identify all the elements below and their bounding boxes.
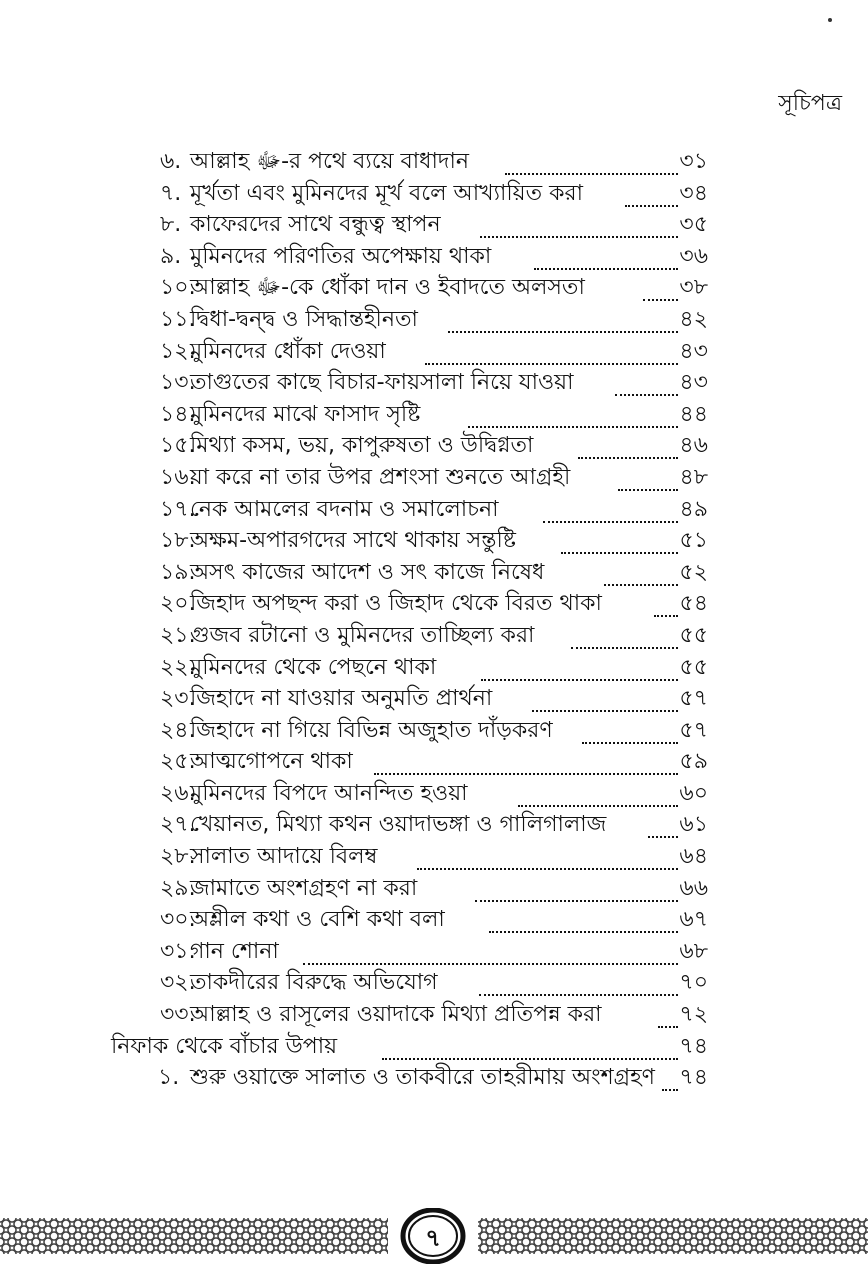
toc-entry [0,430,868,462]
toc-entry-number: ৩০. [160,907,196,933]
toc-entry [0,904,868,936]
toc-entry-title: আল্লাহ ও রাসূলের ওয়াদাকে মিথ্যা প্রতিপন্ন করা [190,1002,602,1028]
toc-entry [0,746,868,778]
toc-entry [0,178,868,210]
dot-leader [479,994,678,996]
toc-entry-number: ২৬. [160,780,196,806]
toc-entry-number: ১৮. [160,528,196,554]
toc-entry-title: খেয়ানত, মিথ্যা কথন ওয়াদাভঙ্গা ও গালিগালাজ [190,812,607,838]
toc-entry [0,209,868,241]
toc-entry-number: ৬. [160,149,182,174]
toc-entry-number: ১৯. [160,559,196,585]
toc-entry-number: ২৮. [160,844,196,870]
footer-ornament [0,1208,868,1260]
toc-entry-title: অসৎ কাজের আদেশ ও সৎ কাজে নিষেধ [190,559,545,585]
toc-entry-title: সালাত আদায়ে বিলম্ব [190,844,378,870]
dot-leader [480,236,678,238]
toc-entry-title: দ্বিধা-দ্বন্দ্ব ও সিদ্ধান্তহীনতা [190,306,418,332]
toc-entry-page: ৪৮ [679,464,708,490]
toc-entry-title: নেক আমলের বদনাম ও সমালোচনা [190,496,499,522]
toc-entry-page: ৭০ [679,970,708,996]
toc-entry [0,588,868,620]
toc-entry-title: তাকদীরের বিরুদ্ধে অভিযোগ [190,970,438,996]
toc-entry-title: যা করে না তার উপর প্রশংসা শুনতে আগ্রহী [190,464,571,490]
toc-entry [0,936,868,968]
toc-entry-title: নিফাক থেকে বাঁচার উপায় [111,1033,338,1059]
toc-entry-title: মূর্খতা এবং মুমিনদের মূর্খ বলে আখ্যায়িত করা [190,180,583,206]
dot-leader [303,963,678,965]
toc-entry-number: ১৫. [160,433,196,459]
toc-entry [0,967,868,999]
toc-entry-page: ৫৫ [679,622,708,648]
dot-leader [425,363,678,365]
toc-entry-number: ১৩. [160,370,196,396]
toc-entry [0,841,868,873]
dot-leader [654,615,678,617]
toc-entry-page: ৭৪ [679,1033,708,1059]
toc-entry-page: ৩৬ [679,243,708,269]
dot-leader [578,457,678,459]
toc-entry-number: ৯. [160,243,182,269]
toc-entry-number: ২৯. [160,875,196,901]
dot-leader [374,773,678,775]
toc-entry-number: ৮. [160,212,182,238]
toc-entry-page: ৫৭ [679,686,708,712]
toc-entry-page: ৩৪ [679,180,708,206]
toc-entry-number: ২০. [160,591,196,617]
toc-entry-title: জামাতে অংশগ্রহণ না করা [190,875,418,901]
page-number: ৭ [425,1224,441,1252]
toc-entry-title: আল্লাহ ﷻ-কে ধোঁকা দান ও ইবাদতে অলসতা [190,275,585,301]
toc-entry-page: ৬১ [679,812,708,838]
toc-entry-page: ৫১ [679,528,708,554]
toc-entry [0,652,868,684]
toc-entry [0,778,868,810]
toc-entry-number: ২২. [160,654,196,680]
dot-leader [604,584,678,586]
dot-leader [532,710,678,712]
toc-entry [0,272,868,304]
page-number-medallion [400,1208,466,1264]
dot-leader [543,521,678,523]
toc-entry [0,1062,868,1094]
ornament-pattern-right [478,1218,868,1254]
toc-entry-number: ১. [158,1065,180,1091]
dot-leader [382,1058,678,1060]
dot-leader [534,268,678,270]
toc-entry [0,620,868,652]
toc-entry-title: কাফেরদের সাথে বন্ধুত্ব স্থাপন [190,212,441,238]
toc-entry-number: ১২. [160,338,196,364]
toc-entry-page: ৭৪ [679,1065,708,1091]
dot-leader [481,679,678,681]
dot-leader [618,489,678,491]
dot-leader [489,931,678,933]
toc-entry-number: ২৩. [160,686,196,712]
toc-entry-title: মুমিনদের মাঝে ফাসাদ সৃষ্টি [190,401,421,427]
toc-entry-page: ৫৭ [679,717,708,743]
toc-entry-number: ৩৩. [160,1002,196,1028]
toc-entry-title: শুরু ওয়াক্তে সালাত ও তাকবীরে তাহরীমায় অংশগ্রহণ [190,1065,655,1091]
toc-entry-page: ৫৪ [679,591,708,617]
toc-entry-title: আল্লাহ ﷻ-র পথে ব্যয়ে বাধাদান [190,149,469,174]
toc-entry-number: ১৬. [160,464,196,490]
toc-entry-number: ২৭. [160,812,196,838]
dot-leader [615,394,678,396]
toc-entry-page: ৭২ [679,1002,708,1028]
toc-entry-number: ১৭. [160,496,196,522]
toc-entry-title: তাগুতের কাছে বিচার-ফায়সালা নিয়ে যাওয়া [190,370,574,396]
toc-entry [0,809,868,841]
toc-entry-title: অক্ষম-অপারগদের সাথে থাকায় সন্তুষ্টি [190,528,516,554]
toc-entry-page: ৩৮ [679,275,708,301]
toc-entry-page: ৪৪ [679,401,708,427]
toc-entry-number: ১১. [160,306,196,332]
dot-leader [658,1026,678,1028]
toc-entry [0,241,868,273]
toc-entry-page: ৬৪ [679,844,708,870]
dot-leader [643,299,678,301]
toc-entry [0,494,868,526]
dot-leader [468,426,678,428]
toc-entry [0,715,868,747]
table-of-contents [0,146,868,1094]
toc-entry [0,999,868,1031]
toc-entry [0,683,868,715]
toc-entry [0,146,868,178]
dot-leader [662,1089,678,1091]
toc-entry-number: ২৪. [160,717,196,743]
toc-entry-page: ৫২ [679,559,708,585]
toc-entry [0,557,868,589]
toc-entry-page: ৪২ [679,306,708,332]
toc-entry-page: ৬০ [679,780,708,806]
dot-leader [417,868,678,870]
toc-entry-title: গান শোনা [190,938,279,964]
toc-entry-page: ৪৬ [679,433,708,459]
toc-entry-title: মুমিনদের বিপদে আনন্দিত হওয়া [190,780,468,806]
toc-entry-title: মিথ্যা কসম, ভয়, কাপুরুষতা ও উদ্বিগ্নতা [190,433,534,459]
dot-leader [505,173,678,175]
toc-entry-page: ৬৮ [679,938,708,964]
toc-entry-title: গুজব রটানো ও মুমিনদের তাচ্ছিল্য করা [190,622,535,648]
toc-entry [0,336,868,368]
toc-entry-page: ৪৩ [679,338,708,364]
toc-entry [0,304,868,336]
toc-entry-page: ৩৫ [679,212,708,238]
dot-leader [582,742,678,744]
toc-entry [0,367,868,399]
toc-entry-title: অশ্লীল কথা ও বেশি কথা বলা [190,907,445,933]
dot-leader [648,836,678,838]
dot-leader [561,552,678,554]
toc-entry-title: মুমিনদের ধোঁকা দেওয়া [190,338,386,364]
toc-entry-number: ২১. [160,622,196,648]
dot-leader [448,331,678,333]
toc-entry-title: মুমিনদের পরিণতির অপেক্ষায় থাকা [190,243,492,269]
toc-entry-page: ৫৯ [679,749,708,775]
toc-entry-page: ৪৩ [679,370,708,396]
toc-entry-page: ৪৯ [679,496,708,522]
dot-leader [518,805,678,807]
stray-mark [828,18,832,22]
toc-entry [0,462,868,494]
toc-entry-title: মুমিনদের থেকে পেছনে থাকা [190,654,437,680]
dot-leader [625,205,678,207]
toc-entry-title: জিহাদে না গিয়ে বিভিন্ন অজুহাত দাঁড়করণ [190,717,553,743]
toc-entry-page: ৬৬ [679,875,708,901]
toc-entry-number: ৩১. [160,938,196,964]
dot-leader [475,900,678,902]
dot-leader [571,647,678,649]
toc-entry-page: ৬৭ [679,907,708,933]
toc-entry-page: ৫৫ [679,654,708,680]
toc-entry-title: জিহাদে না যাওয়ার অনুমতি প্রার্থনা [190,686,493,712]
toc-entry-number: ২৫. [160,749,196,775]
ornament-pattern-left [0,1218,388,1254]
toc-entry-page: ৩১ [679,149,708,174]
toc-entry-title: আত্মগোপনে থাকা [190,749,353,775]
toc-entry [0,525,868,557]
toc-entry-title: জিহাদ অপছন্দ করা ও জিহাদ থেকে বিরত থাকা [190,591,602,617]
toc-entry-number: ১৪. [160,401,196,427]
toc-entry-number: ৭. [160,180,182,206]
toc-entry [0,873,868,905]
toc-entry [0,1031,868,1063]
page-header: সূচিপত্র [778,91,842,116]
toc-entry-number: ১০. [160,275,196,301]
toc-entry [0,399,868,431]
toc-entry-number: ৩২. [160,970,196,996]
